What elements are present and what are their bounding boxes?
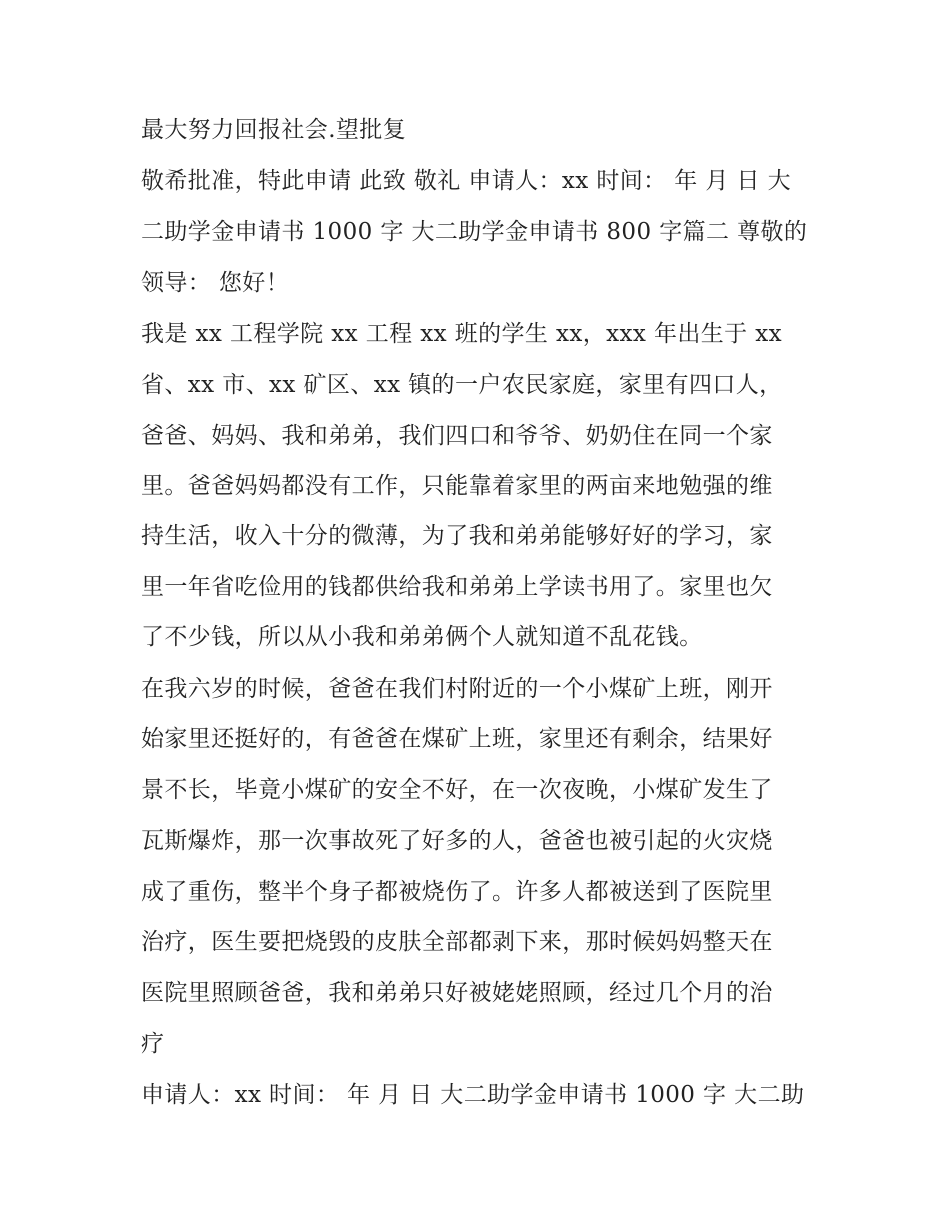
- text-line: 在我六岁的时候，爸爸在我们村附近的一个小煤矿上班，刚开: [141, 676, 773, 702]
- text-line: 持生活，收入十分的微薄，为了我和弟弟能够好好的学习，家: [141, 523, 773, 549]
- text-line: 敬希批准，特此申请 此致 敬礼 申请人：xx 时间： 年 月 日 大: [141, 168, 792, 194]
- text-line: 申请人：xx 时间： 年 月 日 大二助学金申请书 1000 字 大二助: [141, 1082, 805, 1108]
- text-line: 始家里还挺好的，有爸爸在煤矿上班，家里还有剩余，结果好: [141, 726, 773, 752]
- text-line: 治疗，医生要把烧毁的皮肤全部都剥下来，那时候妈妈整天在: [141, 929, 773, 955]
- text-line: 疗: [141, 1031, 165, 1057]
- text-line: 里。爸爸妈妈都没有工作，只能靠着家里的两亩来地勉强的维: [141, 473, 773, 499]
- text-line: 瓦斯爆炸，那一次事故死了好多的人，爸爸也被引起的火灾烧: [141, 828, 773, 854]
- text-line: 里一年省吃俭用的钱都供给我和弟弟上学读书用了。家里也欠: [141, 574, 773, 600]
- text-line: 二助学金申请书 1000 字 大二助学金申请书 800 字篇二 尊敬的: [141, 219, 808, 245]
- text-line: 了不少钱，所以从小我和弟弟俩个人就知道不乱花钱。: [141, 624, 703, 650]
- text-line: 最大努力回报社会.望批复: [141, 117, 407, 143]
- text-line: 爸爸、妈妈、我和弟弟，我们四口和爷爷、奶奶住在同一个家: [141, 423, 773, 449]
- text-line: 成了重伤，整半个身子都被烧伤了。许多人都被送到了医院里: [141, 879, 773, 905]
- text-line: 省、xx 市、xx 矿区、xx 镇的一户农民家庭，家里有四口人，: [141, 372, 783, 398]
- text-line: 领导： 您好！: [141, 270, 290, 296]
- text-line: 景不长，毕竟小煤矿的安全不好，在一次夜晚，小煤矿发生了: [141, 777, 773, 803]
- text-line: 医院里照顾爸爸，我和弟弟只好被姥姥照顾，经过几个月的治: [141, 980, 773, 1006]
- text-line: 我是 xx 工程学院 xx 工程 xx 班的学生 xx，xxx 年出生于 xx: [141, 321, 783, 347]
